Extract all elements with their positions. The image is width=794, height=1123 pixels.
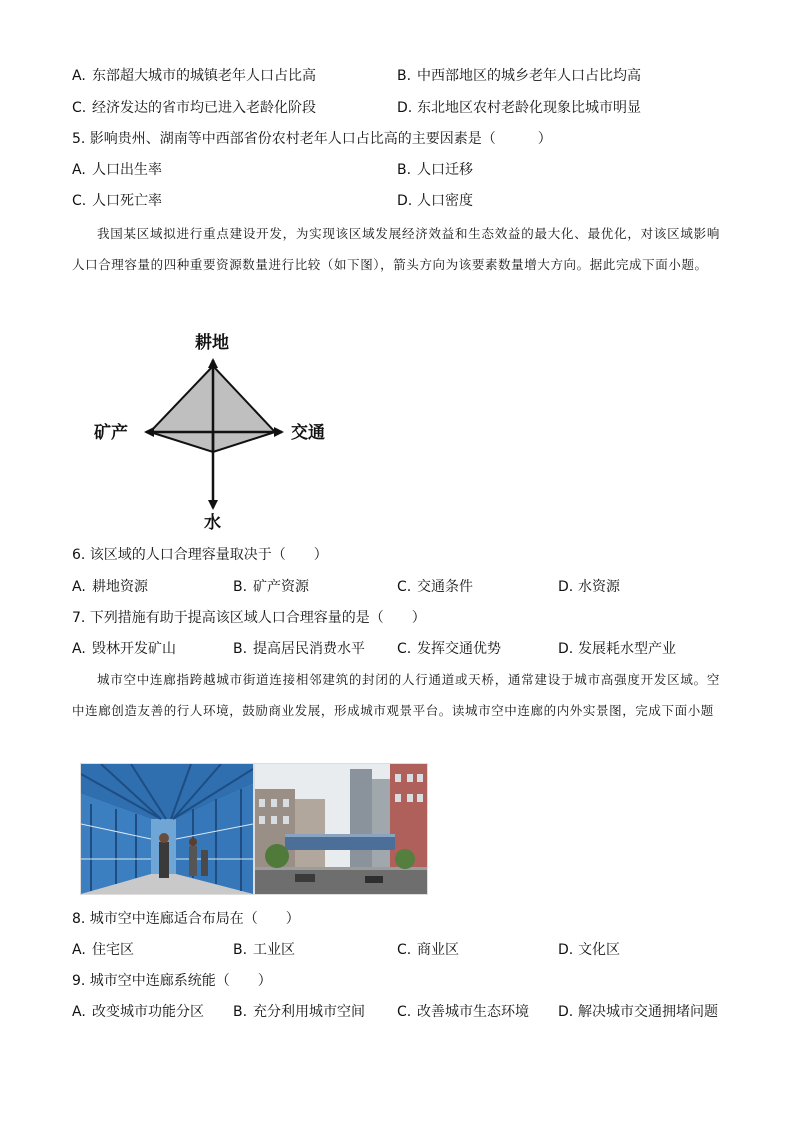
q8-stem: 8. 城市空中连廊适合布局在（ ） xyxy=(72,911,300,927)
q5-option-d: D. 人口密度 xyxy=(397,193,473,209)
label-farmland: 耕地 xyxy=(195,333,229,353)
q9-option-a: A. 改变城市功能分区 xyxy=(72,1004,204,1020)
q7-stem: 7. 下列措施有助于提高该区域人口合理容量的是（ ） xyxy=(72,610,426,626)
q8-option-d: D. 文化区 xyxy=(558,942,620,958)
q8-option-b: B. 工业区 xyxy=(233,942,295,958)
q5-option-b: B. 人口迁移 xyxy=(397,162,473,178)
q7-option-d: D. 发展耗水型产业 xyxy=(558,641,676,657)
q9-option-d: D. 解决城市交通拥堵问题 xyxy=(558,1004,718,1020)
q9-option-b: B. 充分利用城市空间 xyxy=(233,1004,365,1020)
q6-option-d: D. 水资源 xyxy=(558,579,620,595)
passage-skywalk: 城市空中连廊指跨越城市街道连接相邻建筑的封闭的人行通道或天桥，通常建设于城市高强度开发区域。空中连廊创造友善的行人环境，鼓励商业发展，形成城市观景平台。读城市空中连廊的内外实景图，完成下面小题 xyxy=(72,672,720,718)
label-transport: 交通 xyxy=(291,423,325,443)
q5-stem: 5. 影响贵州、湖南等中西部省份农村老年人口占比高的主要因素是（ ） xyxy=(72,131,552,147)
q4-option-a: A. 东部超大城市的城镇老年人口占比高 xyxy=(72,68,316,84)
q8-option-c: C. 商业区 xyxy=(397,942,459,958)
q7-option-c: C. 发挥交通优势 xyxy=(397,641,501,657)
q4-option-d: D. 东北地区农村老龄化现象比城市明显 xyxy=(397,100,641,116)
q5-option-a: A. 人口出生率 xyxy=(72,162,162,178)
q7-option-b: B. 提高居民消费水平 xyxy=(233,641,365,657)
label-water: 水 xyxy=(204,513,221,533)
skywalk-exterior-photo xyxy=(254,763,428,895)
q8-option-a: A. 住宅区 xyxy=(72,942,134,958)
q4-option-c: C. 经济发达的省市均已进入老龄化阶段 xyxy=(72,100,316,116)
passage-resources: 我国某区域拟进行重点建设开发，为实现该区域发展经济效益和生态效益的最大化、最优化，对该区域影响人口合理容量的四种重要资源数量进行比较（如下图），箭头方向为该要素数量增大方向。据此完成下面小题。 xyxy=(72,226,720,272)
q7-option-a: A. 毁林开发矿山 xyxy=(72,641,176,657)
q5-option-c: C. 人口死亡率 xyxy=(72,193,162,209)
q6-option-a: A. 耕地资源 xyxy=(72,579,148,595)
q6-stem: 6. 该区域的人口合理容量取决于（ ） xyxy=(72,547,328,563)
resource-diagram xyxy=(88,328,338,533)
q9-option-c: C. 改善城市生态环境 xyxy=(397,1004,529,1020)
label-minerals: 矿产 xyxy=(94,423,128,443)
skywalk-interior-photo xyxy=(80,763,254,895)
q4-option-b: B. 中西部地区的城乡老年人口占比均高 xyxy=(397,68,641,84)
q9-stem: 9. 城市空中连廊系统能（ ） xyxy=(72,973,272,989)
q6-option-c: C. 交通条件 xyxy=(397,579,473,595)
q6-option-b: B. 矿产资源 xyxy=(233,579,309,595)
